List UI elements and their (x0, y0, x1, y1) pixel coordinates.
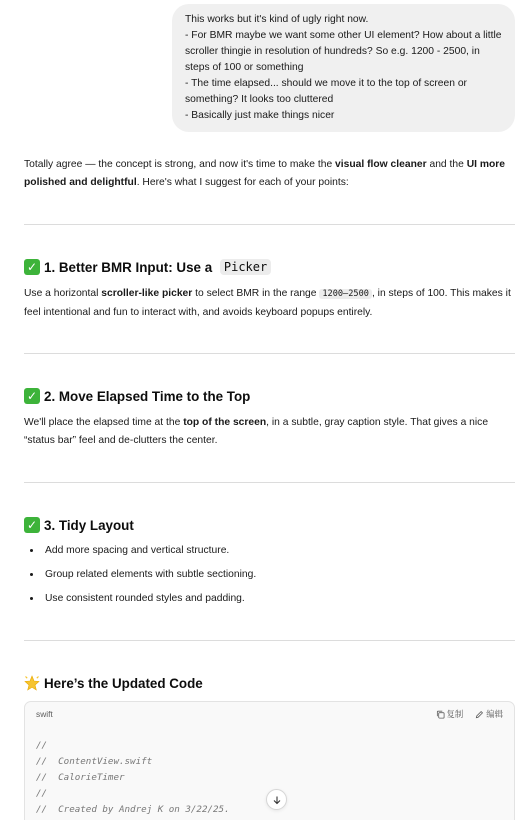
user-message-bubble (172, 4, 515, 132)
intro-bold: UI more polished and delightful (24, 159, 506, 188)
code-line: // ContentView.swift (36, 756, 153, 767)
section-title: Here’s the Updated Code (44, 675, 203, 691)
section-title: 1. Better BMR Input: Use a (44, 259, 216, 275)
section-title: 3. Tidy Layout (44, 517, 134, 533)
copy-icon (436, 710, 445, 719)
divider (24, 640, 515, 641)
section-body-bmr-input (24, 285, 516, 321)
edit-button[interactable] (475, 708, 503, 720)
section-title: 2. Move Elapsed Time to the Top (44, 388, 251, 404)
inline-code: 1200–2500 (319, 289, 372, 299)
scroll-to-bottom-button[interactable] (266, 789, 287, 810)
intro-text: Totally agree — the concept is strong, and now it's time to make the (24, 159, 336, 170)
check-mark-icon: ✓ (24, 388, 40, 404)
check-mark-icon: ✓ (24, 259, 40, 275)
inline-code: Picker (220, 259, 271, 275)
copy-button[interactable] (436, 708, 464, 720)
body-bold: top of the screen (183, 417, 267, 428)
section-heading-tidy-layout (24, 517, 134, 533)
check-mark-icon: ✓ (24, 517, 40, 533)
edit-label: 编辑 (486, 709, 503, 719)
user-message-line: - Basically just make things nicer (185, 110, 335, 121)
intro-bold: visual flow cleaner (335, 159, 427, 170)
intro-text: and the (426, 159, 467, 170)
body-bold: scroller-like picker (101, 288, 193, 299)
copy-label: 复制 (446, 709, 464, 719)
body-text: We'll place the elapsed time at the (24, 417, 184, 428)
body-text: , in steps of 100. This makes it feel intentional and fun to interact with, and avoids keyboard popups entirely. (24, 288, 511, 318)
glowing-star-icon (24, 675, 40, 691)
code-line: // Created by Andrej K on 3/22/25. (36, 804, 230, 815)
body-text: Use a horizontal (24, 288, 102, 299)
user-message-line: - The time elapsed... should we move it to the top of screen or something? It looks too cluttered (185, 78, 467, 105)
user-message-line: - For BMR maybe we want some other UI element? How about a little scroller thingie in resolution of hundreds? So e.g. 1200 - 2500, in steps of 100 or something (185, 30, 502, 73)
code-block-header (25, 702, 514, 726)
list-item: Add more spacing and vertical structure. (24, 543, 514, 567)
code-line: // (36, 740, 48, 751)
list-item: Use consistent rounded styles and padding. (24, 591, 514, 615)
body-text: , in a subtle, gray caption style. That gives a nice “status bar” feel and de-clutters the center. (24, 417, 489, 446)
bullet-list (24, 543, 514, 615)
user-message-line: This works but it's kind of ugly right now. (185, 14, 369, 25)
section-heading-elapsed-time (24, 388, 250, 404)
section-heading-bmr-input (24, 259, 271, 275)
divider (24, 224, 515, 225)
divider (24, 353, 515, 354)
code-line: // CalorieTimer (36, 772, 125, 783)
code-language-label: swift (36, 709, 53, 719)
section-heading-updated-code (24, 675, 203, 691)
intro-paragraph (24, 156, 516, 191)
pencil-icon (475, 710, 484, 719)
body-text: to select BMR in the range (192, 288, 320, 299)
section-body-elapsed-time (24, 414, 516, 449)
list-item: Group related elements with subtle sectioning. (24, 567, 514, 591)
code-line: // (36, 788, 48, 799)
intro-text: . Here's what I suggest for each of your points: (136, 176, 349, 188)
arrow-down-icon (272, 795, 282, 805)
divider (24, 482, 515, 483)
code-actions (436, 708, 504, 720)
